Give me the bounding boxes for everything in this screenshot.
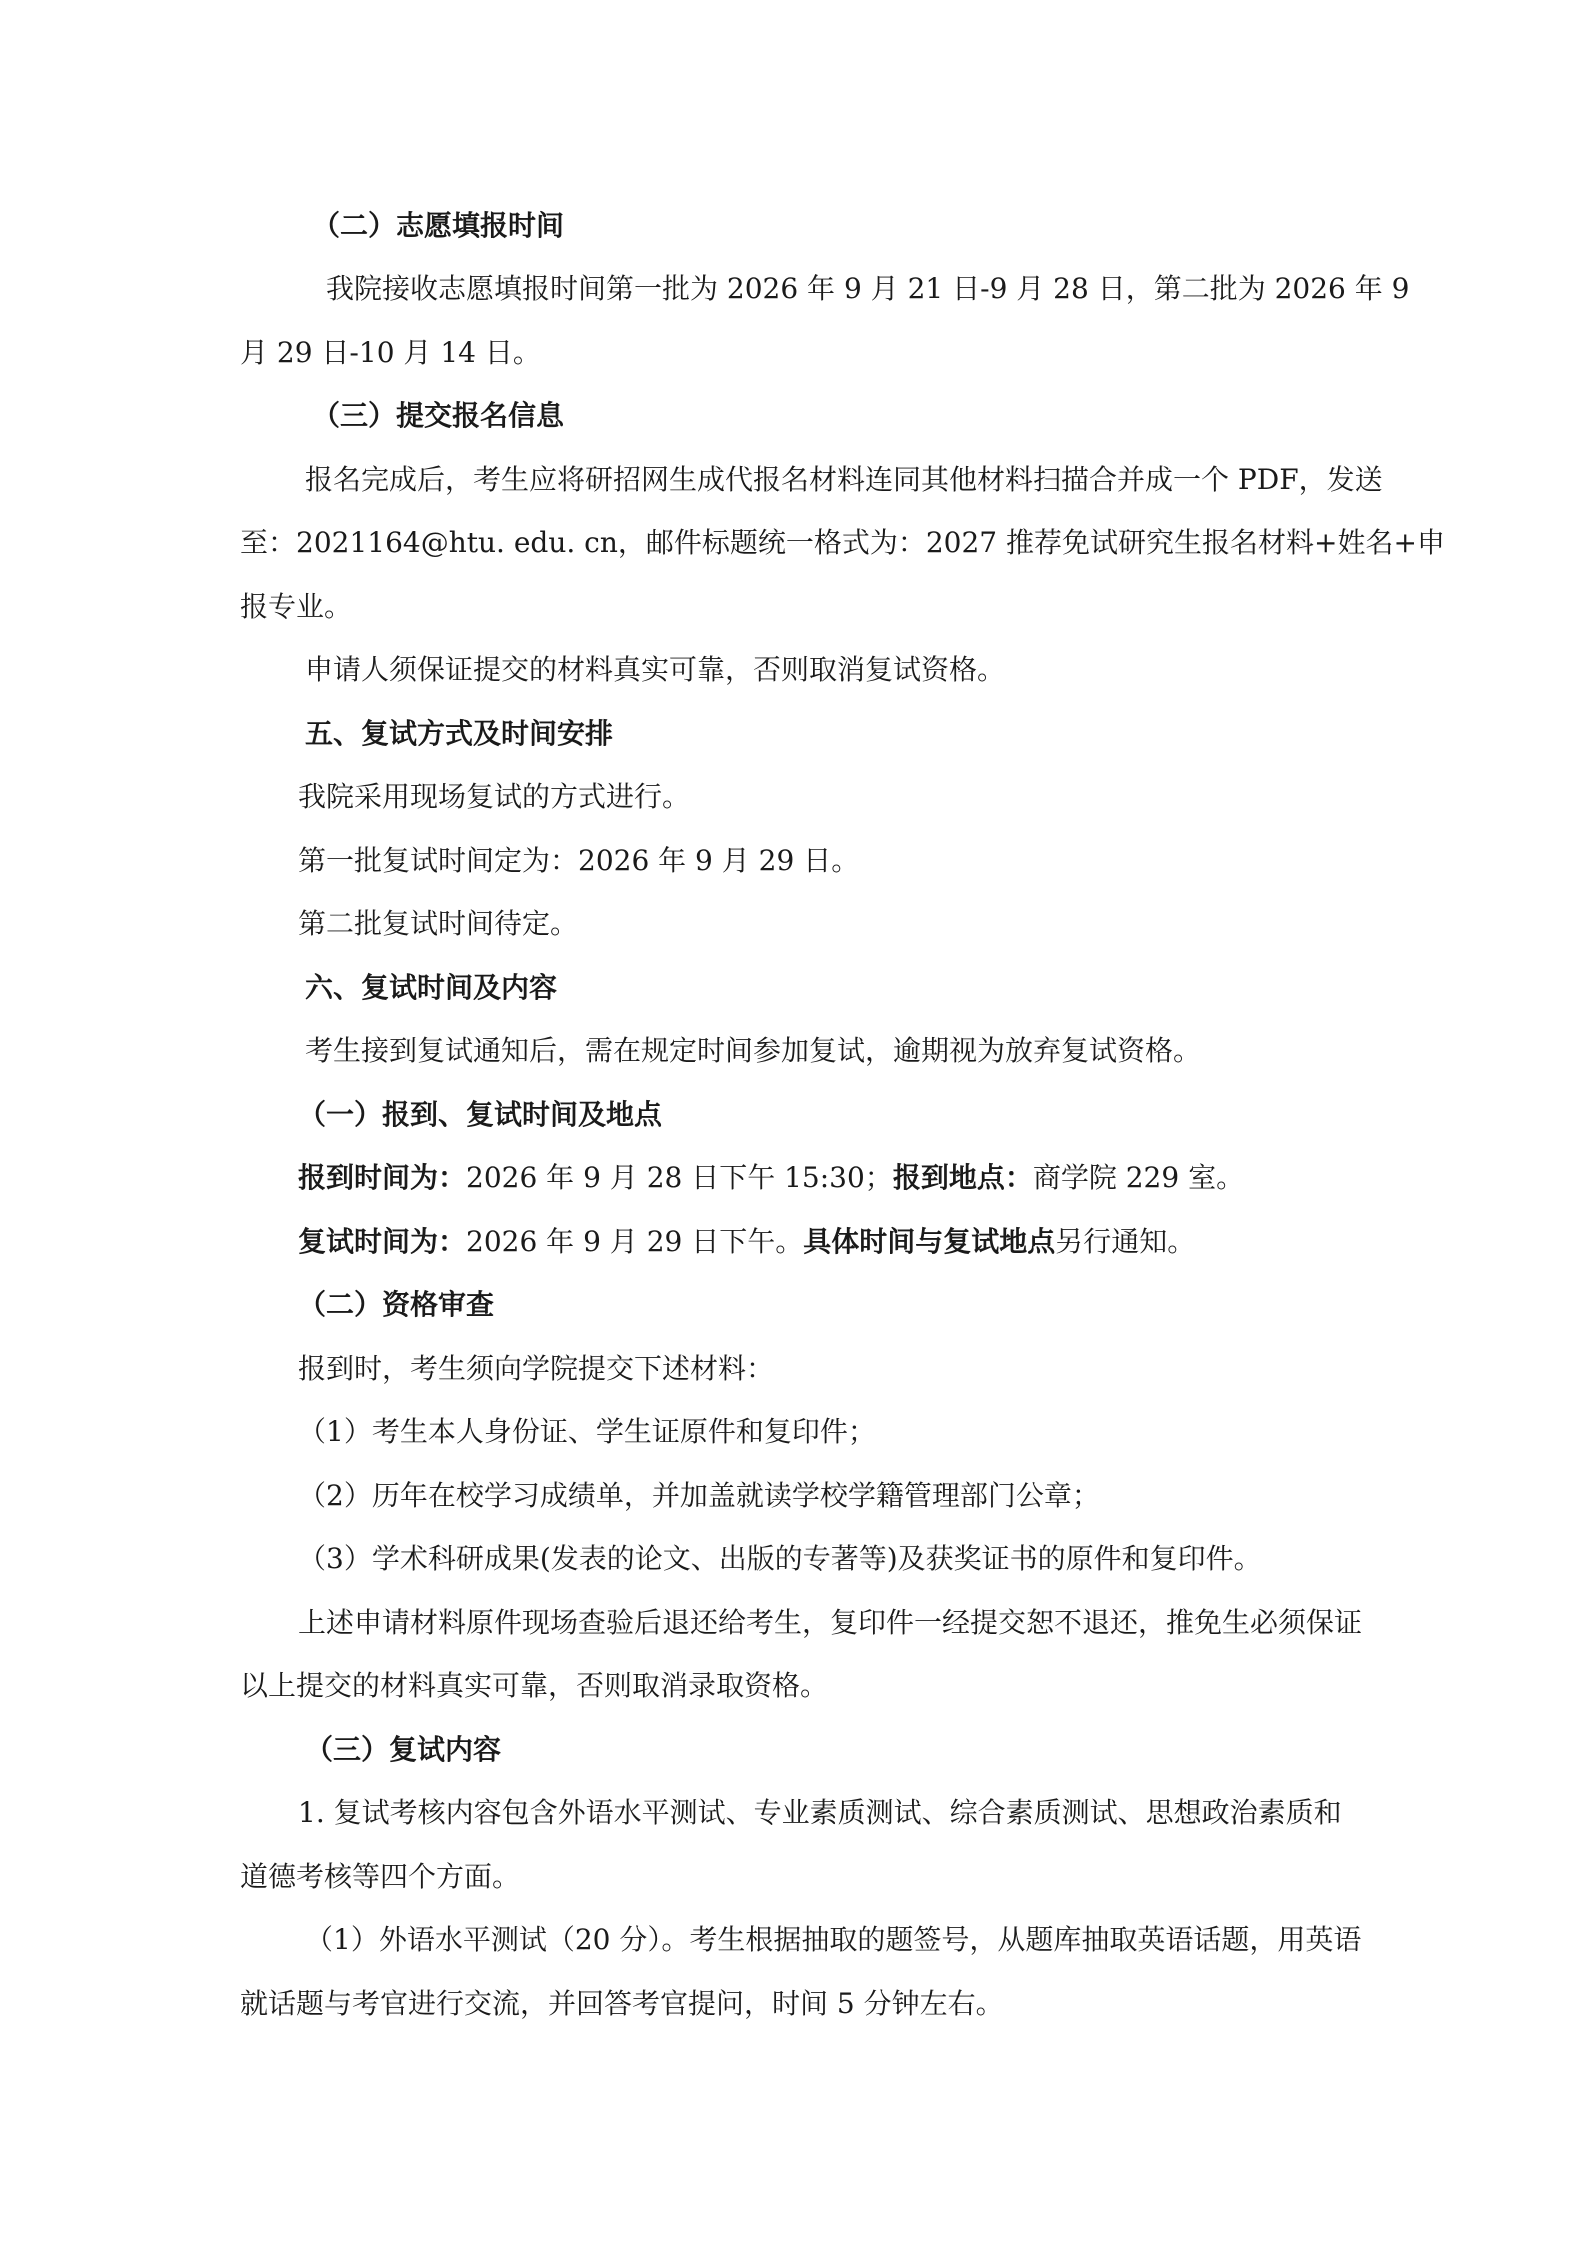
subheading-qualification: （二）资格审查 (298, 1288, 495, 1321)
exam-time-value: 2026 年 9 月 29 日下午。 (466, 1225, 804, 1258)
exam-detail-label: 具体时间与复试地点 (803, 1225, 1056, 1258)
exam-time-line (298, 1222, 1408, 1262)
heading-retest-content: 六、复试时间及内容 (305, 971, 558, 1004)
heading-retest-method: 五、复试方式及时间安排 (305, 717, 614, 750)
list-item: （2）历年在校学习成绩单，并加盖就读学校学籍管理部门公章； (298, 1479, 1100, 1512)
paragraph-line: 申请人须保证提交的材料真实可靠，否则取消复试资格。 (305, 653, 1006, 686)
report-time-value: 2026 年 9 月 28 日下午 15:30； (466, 1161, 893, 1194)
paragraph-line: 我院接收志愿填报时间第一批为 2026 年 9 月 21 日-9 月 28 日，第二批为 2026 年 9 (326, 272, 1410, 305)
paragraph-line: 以上提交的材料真实可靠，否则取消录取资格。 (240, 1669, 829, 1702)
paragraph-line: 月 29 日-10 月 14 日。 (240, 336, 541, 369)
paragraph-line: 1. 复试考核内容包含外语水平测试、专业素质测试、综合素质测试、思想政治素质和 (298, 1796, 1342, 1829)
paragraph-line: 道德考核等四个方面。 (240, 1860, 521, 1893)
paragraph-line: 上述申请材料原件现场查验后退还给考生，复印件一经提交恕不退还，推免生必须保证 (298, 1606, 1363, 1639)
paragraph-line: 我院采用现场复试的方式进行。 (298, 780, 691, 813)
report-time-line (298, 1158, 1408, 1198)
heading-submit-info: （三）提交报名信息 (312, 399, 565, 432)
paragraph-line: 第二批复试时间待定。 (298, 907, 579, 940)
report-time-label: 报到时间为： (298, 1161, 467, 1194)
report-place-label: 报到地点： (892, 1161, 1033, 1194)
exam-detail-value: 另行通知。 (1055, 1225, 1196, 1258)
paragraph-line: 报到时，考生须向学院提交下述材料： (298, 1352, 775, 1385)
list-item: （1）考生本人身份证、学生证原件和复印件； (298, 1415, 876, 1448)
paragraph-line: （1）外语水平测试（20 分）。考生根据抽取的题签号，从题库抽取英语话题，用英语 (305, 1923, 1362, 1956)
paragraph-line: 报专业。 (240, 590, 353, 623)
subheading-retest-content: （三）复试内容 (305, 1733, 502, 1766)
exam-time-label: 复试时间为： (298, 1225, 467, 1258)
report-place-value: 商学院 229 室。 (1032, 1161, 1245, 1194)
subheading-report-time: （一）报到、复试时间及地点 (298, 1098, 663, 1131)
paragraph-line: 至：2021164@htu. edu. cn，邮件标题统一格式为：2027 推荐免试研究生报名材料+姓名+申 (240, 526, 1445, 559)
paragraph-line: 考生接到复试通知后，需在规定时间参加复试，逾期视为放弃复试资格。 (305, 1034, 1202, 1067)
paragraph-line: 就话题与考官进行交流，并回答考官提问，时间 5 分钟左右。 (240, 1987, 1004, 2020)
heading-application-time: （二）志愿填报时间 (312, 209, 565, 242)
paragraph-line: 第一批复试时间定为：2026 年 9 月 29 日。 (298, 844, 860, 877)
paragraph-line: 报名完成后，考生应将研招网生成代报名材料连同其他材料扫描合并成一个 PDF，发送 (305, 463, 1383, 496)
list-item: （3）学术科研成果(发表的论文、出版的专著等)及获奖证书的原件和复印件。 (298, 1542, 1262, 1575)
